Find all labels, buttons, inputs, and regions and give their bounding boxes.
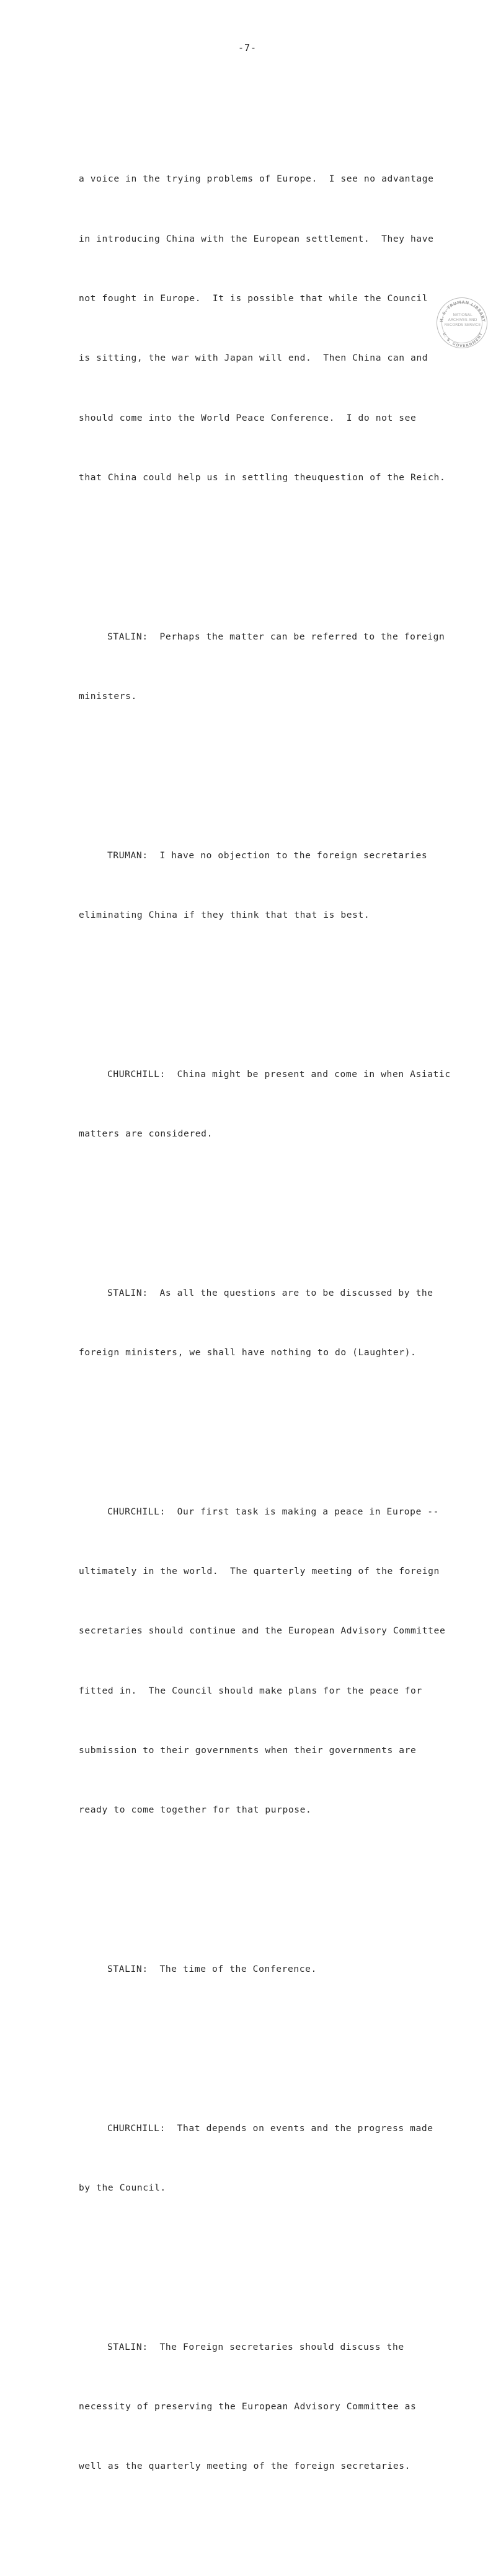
text-line: ready to come together for that purpose. bbox=[79, 1805, 312, 1816]
text-line: not fought in Europe. It is possible that while the Council bbox=[79, 293, 428, 304]
text-line bbox=[79, 2119, 457, 2139]
stamp-center-text: NATIONAL ARCHIVES AND RECORDS SERVICE bbox=[444, 313, 481, 327]
speech-text: The Foreign secretaries should discuss the bbox=[159, 2341, 404, 2352]
text-line: ultimately in the world. The quarterly meeting of the foreign bbox=[79, 1566, 440, 1577]
text-line bbox=[79, 627, 457, 647]
speaker-name: CHURCHILL: bbox=[107, 1506, 166, 1517]
text-line bbox=[79, 1959, 457, 1979]
speaker-name: STALIN: bbox=[107, 631, 148, 642]
paragraph bbox=[79, 1025, 457, 1184]
paragraph bbox=[79, 587, 457, 746]
speaker-name: CHURCHILL: bbox=[107, 1068, 166, 1079]
text-line: is sitting, the war with Japan will end. Then China can and bbox=[79, 353, 428, 364]
text-line: fitted in. The Council should make plans for the peace for bbox=[79, 1685, 422, 1696]
text-line: well as the quarterly meeting of the foreign secretaries. bbox=[79, 2461, 411, 2472]
text-line bbox=[79, 2337, 457, 2357]
text-line: a voice in the trying problems of Europe. I see no advantage bbox=[79, 174, 434, 185]
text-line bbox=[79, 1502, 457, 1522]
speaker-name: STALIN: bbox=[107, 1963, 148, 1974]
speaker-name: STALIN: bbox=[107, 1287, 148, 1298]
paragraph bbox=[79, 1244, 457, 1403]
paragraph bbox=[79, 2078, 457, 2238]
text-line: submission to their governments when their governments are bbox=[79, 1744, 417, 1756]
text-line: secretaries should continue and the European Advisory Committee bbox=[79, 1625, 446, 1637]
speech-text: That depends on events and the progress made bbox=[177, 2122, 433, 2134]
paragraph bbox=[79, 806, 457, 965]
speech-text: I have no objection to the foreign secretaries bbox=[159, 850, 428, 861]
text-line: eliminating China if they think that that is best. bbox=[79, 909, 370, 920]
text-line: ministers. bbox=[79, 690, 137, 701]
text-line: foreign ministers, we shall have nothing to do (Laughter). bbox=[79, 1347, 417, 1358]
text-line: in introducing China with the European settlement. They have bbox=[79, 233, 434, 244]
text-line bbox=[79, 846, 457, 866]
paragraph bbox=[79, 130, 457, 527]
speech-text: The time of the Conference. bbox=[159, 1963, 317, 1974]
page-number: -7- bbox=[238, 42, 257, 53]
speech-text: Our first task is making a peace in Europe -- bbox=[177, 1506, 440, 1517]
speaker-name: TRUMAN: bbox=[107, 850, 148, 861]
paragraph bbox=[79, 1920, 457, 2019]
speech-text: China might be present and come in when Asiatic bbox=[177, 1068, 451, 1079]
archive-stamp bbox=[437, 297, 487, 348]
stamp-top-text: H. S. TRUMAN LIBRARY bbox=[438, 299, 486, 323]
paragraph bbox=[79, 1462, 457, 1860]
svg-text:U. S. GOVERNMENT bbox=[441, 332, 484, 348]
text-line: by the Council. bbox=[79, 2182, 166, 2193]
stamp-bottom-text: U. S. GOVERNMENT bbox=[441, 332, 484, 349]
paragraph bbox=[79, 2298, 457, 2517]
text-line: matters are considered. bbox=[79, 1128, 213, 1139]
text-line bbox=[79, 1065, 457, 1084]
text-line: necessity of preserving the European Advisory Committee as bbox=[79, 2401, 417, 2412]
speech-text: As all the questions are to be discussed by the bbox=[159, 1287, 433, 1298]
speaker-name: CHURCHILL: bbox=[107, 2122, 166, 2134]
text-line bbox=[79, 1283, 457, 1303]
speaker-name: STALIN: bbox=[107, 2341, 148, 2352]
text-line: should come into the World Peace Conference. I do not see bbox=[79, 412, 417, 423]
speech-text: Perhaps the matter can be referred to the foreign bbox=[159, 631, 445, 642]
text-line: that China could help us in settling theuquestion of the Reich. bbox=[79, 472, 446, 483]
transcript-body bbox=[79, 70, 457, 2576]
